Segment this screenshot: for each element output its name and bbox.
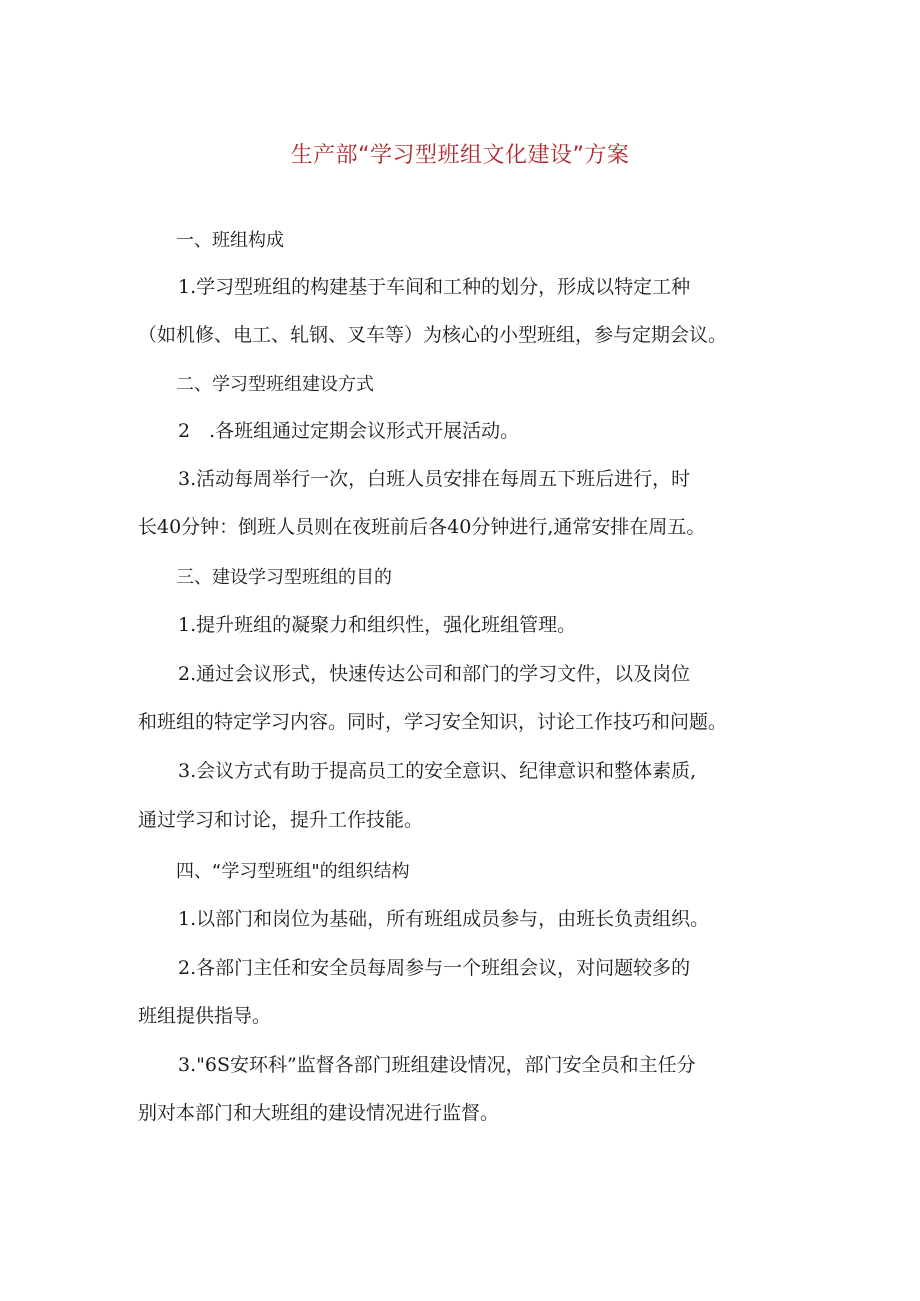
paragraph-line: 2.各部门主任和安全员每周参与一个班组会议，对问题较多的 <box>178 957 691 979</box>
paragraph-line: 3.会议方式有助于提高员工的安全意识、纪律意识和整体素质, <box>178 760 697 782</box>
paragraph-line: 和班组的特定学习内容。同时，学习安全知识，讨论工作技巧和问题。 <box>138 711 728 733</box>
paragraph-line: 3."6S安环科”监督各部门班组建设情况，部门安全员和主任分 <box>178 1054 696 1076</box>
paragraph-line: 1.学习型班组的构建基于车间和工种的划分，形成以特定工种 <box>178 276 691 298</box>
section-heading-3: 三、建设学习型班组的目的 <box>176 567 392 588</box>
section-heading-2: 二、学习型班组建设方式 <box>176 374 374 395</box>
section-heading-4: 四、“学习型班组"的组织结构 <box>176 861 410 882</box>
section-heading-1: 一、班组构成 <box>176 230 284 251</box>
paragraph-line: 3.活动每周举行一次，白班人员安排在每周五下班后进行，时 <box>178 468 691 490</box>
paragraph-line: 1.以部门和岗位为基础，所有班组成员参与，由班长负责组织。 <box>178 908 710 930</box>
paragraph-line: 别对本部门和大班组的建设情况进行监督。 <box>138 1102 500 1124</box>
paragraph-line: 1.提升班组的凝聚力和组织性，强化班组管理。 <box>178 614 577 636</box>
paragraph-line: 2.通过会议形式，快速传达公司和部门的学习文件，以及岗位 <box>178 663 691 685</box>
paragraph-line: 通过学习和讨论，提升工作技能。 <box>138 809 424 831</box>
paragraph-line: 长40分钟：倒班人员则在夜班前后各40分钟进行,通常安排在周五。 <box>138 516 706 538</box>
paragraph-line: 班组提供指导。 <box>138 1005 272 1027</box>
document-title: 生产部“学习型班组文化建设”方案 <box>290 143 630 168</box>
paragraph-line: 2 .各班组通过定期会议形式开展活动。 <box>178 420 520 442</box>
paragraph-line: （如机修、电工、轧钢、叉车等）为核心的小型班组，参与定期会议。 <box>138 324 728 346</box>
